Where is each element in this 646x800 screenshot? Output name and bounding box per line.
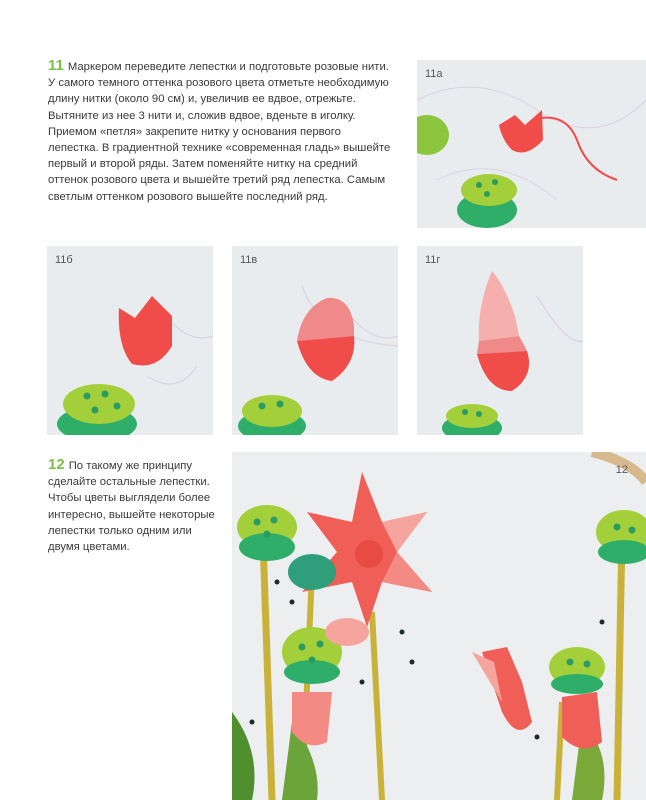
step-12-text [48, 457, 220, 555]
photo-label-11g: 11г [425, 254, 441, 266]
step-12-paragraph: По такому же принципу сделайте остальные лепестки. Чтобы цветы выглядели более интересно, вышейте некоторые лепестки только одним или двумя цветами. [48, 460, 215, 554]
step-11-paragraph: Маркером переведите лепестки и подготовьте розовые нити. У самого темного оттенка розового цвета отметьте необходимую длину нитки (около 90 см) и, увеличив ее вдвое, отрежьте. Вытяните из нее 3 нити и, сложив вдвое, вденьте в иголку. Приемом «петля» закрепите нитку у основания первого лепестка. В градиентной технике «современная гладь» вышейте первый и второй ряды. Затем поменяйте нитку на средний оттенок розового цвета и вышейте третий ряд лепестка. Самым светлым оттенком розового вышейте последний ряд. [48, 61, 391, 203]
photo-12 [232, 452, 646, 800]
photo-label-11a: 11а [425, 68, 443, 80]
photo-label-11b: 11б [55, 254, 73, 266]
photo-11b [47, 246, 213, 435]
step-number-12: 12 [48, 456, 65, 473]
photo-11a [417, 60, 646, 228]
photo-11g [417, 246, 583, 435]
step-number-11: 11 [48, 57, 64, 74]
photo-11v [232, 246, 398, 435]
photo-label-12: 12 [615, 464, 628, 476]
photo-label-11v: 11в [240, 254, 258, 266]
step-11-text [48, 58, 393, 205]
